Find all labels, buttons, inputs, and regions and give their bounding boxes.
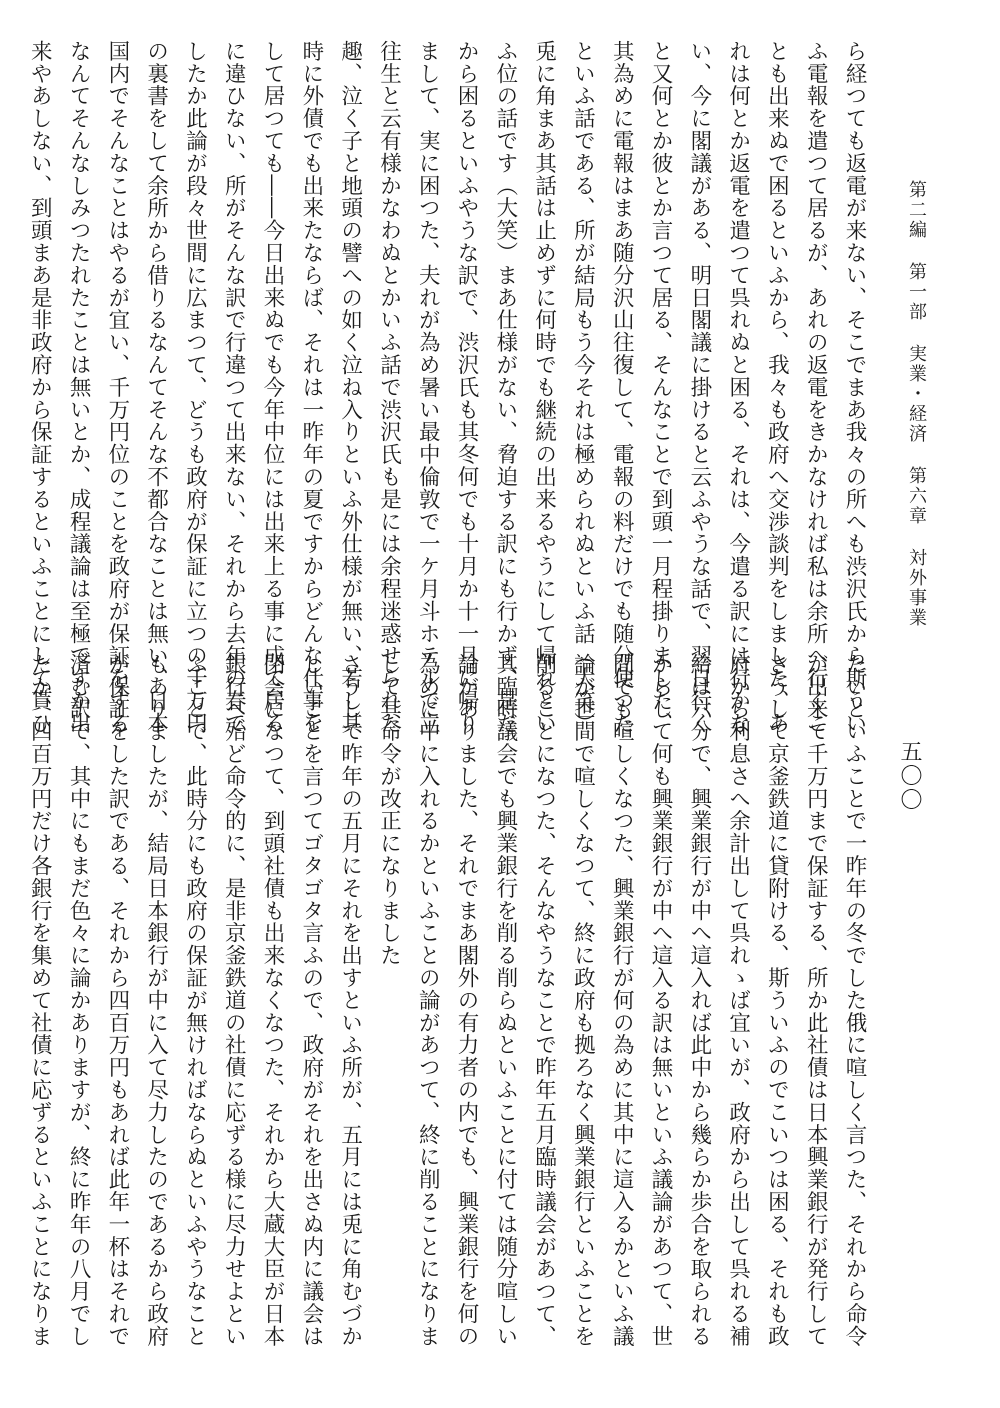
text-line: 給は六分で、興業銀行が中へ這入れば此中から幾らか歩合を取られる [686,653,712,1348]
text-line: さうして昨年の五月にそれを出すといふ所が、五月には兎に角むづか [337,653,363,1348]
header-part: 第二編 [906,180,927,240]
text-line: しいことを言つてゴタゴタ言ふので、政府がそれを出さぬ内に議会は [298,653,324,1348]
text-line: れは何とか返電を遣つて呉れぬと困る、それは、今遣る訳には行かな [725,40,751,735]
text-line: からして何も興業銀行が中へ這入る訳は無いといふ議論があつて、世 [648,653,674,1348]
text-line: が保証をした訳である、それから四百万円もあれば此年一杯はそれで [104,653,130,1348]
text-line: 閉会になつて、到頭社債も出来なくなつた、それから大蔵大臣が日本 [260,653,286,1348]
text-line: に違ひない、所がそんな訳で行違つて出来ない、それから去年の春で [221,40,247,735]
text-line: が出来て千万円まで保証する、所か此社債は日本興業銀行が発行して [803,653,829,1348]
text-line: 国内でそんなことはやるが宜い、千万円位のことを政府が保証をする [104,40,130,735]
text-line: なんてそんなしみつたれたことは無いとか、成程議論は至極ですか出 [66,40,92,735]
text-line: 兎に角まあ其話は止めずに何時でも継続の出来るやうにして帰れとい [531,40,557,735]
text-line: して其命令が改正になりました [376,653,402,967]
text-line: もありましたが、結局日本銀行が中に入て尽力したのであるから政府 [143,653,169,1348]
text-line: といふ話である、所が結局もう今それは極められぬといふ話（大笑） [570,40,596,735]
text-line: 為めに中に入れるかといふことの論があつて、終に削ることになりま [415,653,441,1348]
text-line: い、今に閣議がある、明日閣議に掛けると云ふやうな話で、翌日行く [686,40,712,735]
text-line: たか、四百万円だけ各銀行を集めて社債に応ずるといふことになりま [27,653,53,1348]
text-line: 論が世間で喧しくなつて、終に政府も拠ろなく興業銀行といふことを [570,653,596,1348]
page-number: 五〇〇 [897,740,922,812]
text-line: 府から利息さへ余計出して呉れゝば宜いが、政府から出して呉れる補 [725,653,751,1348]
header-section: 第一部 [906,262,927,322]
text-line: したか此論が段々世間に広まつて、どうも政府が保証に立つの千万円 [182,40,208,735]
text-line: ら経つても返電が来ない、そこでまあ我々の所へも渋沢氏から斯うい [842,40,867,735]
text-line: ふことで、此時分にも政府の保証が無ければならぬといふやうなこと [182,653,208,1348]
header-category: 実業・経済 [906,344,927,444]
text-line: 趣、泣く子と地頭の譬への如く泣ね入りといふ外仕様が無い、若し其 [337,40,363,735]
header-chapter: 第六章 [906,466,927,526]
text-line: 往生と云有様かなわぬとかいふ話で渋沢氏も是には余程迷惑せられた [376,40,402,735]
text-line: たいといふことで一昨年の冬でした俄に喧しく言つた、それから命令 [842,653,867,1348]
text-block-lower [27,653,873,1353]
text-line: 間でも喧しくなつた、興業銀行が何の為めに其中に這入るかといふ議 [609,653,635,1348]
text-line: の裏書をして余所から借りるなんてそんな不都合なことは無い、日本 [143,40,169,735]
text-line: まして、実に困つた、夫れが為め暑い最中倫敦で一ケ月斗ホテルで立 [415,40,441,735]
text-line: 削ることになつた、そんなやうなことで昨年五月臨時議会があつて、 [531,653,557,1348]
text-line: 来やあしない、到頭まあ是非政府から保証するといふことにして貰ひ [27,40,53,735]
running-head [907,180,925,628]
text-line: ふ電報を遣つて居るが、あれの返電をきかなければ私は余所へ行くこ [803,40,829,735]
text-line: 時に外債でも出来たならば、それは一昨年の夏ですからどんな仕事を [298,40,324,735]
text-line: 其為めに電報はまあ随分沢山往復して、電報の料だけでも随分使つた [609,40,635,735]
text-line: から困るといふやうな訳で、渋沢氏も其冬何でも十月か十一月に帰り [454,40,480,735]
text-line: とも出来ぬで困るといふから、我々も政府へ交渉談判をしました、あ [764,40,790,735]
text-line: 其臨時議会でも興業銀行を削る削らぬといふことに付ては随分喧しい [492,653,518,1348]
text-line: 銀行へ殆ど命令的に、是非京釜鉄道の社債に応ずる様に尽力せよとい [221,653,247,1348]
header-chapter-title: 対外事業 [906,548,927,628]
text-line: ふ位の話です（大笑）まあ仕様がない、脅迫する訳にも行かず、是だ [492,40,518,735]
text-block-upper [27,40,873,735]
text-line: さうして京釜鉄道に貸附ける、斯ういふのでこいつは困る、それも政 [764,653,790,1348]
text-line: 論がありました、それでまあ閣外の有力者の内でも、興業銀行を何の [454,653,480,1348]
text-line: と又何とか彼とか言つて居る、そんなことで到頭一月程掛りました、 [648,40,674,735]
text-line: して居つても――今日出来ぬでも今年中位には出来上る事に成て居る [260,40,286,735]
text-line: 済む訳で、其中にもまだ色々に論かありますが、終に昨年の八月でし [66,653,92,1348]
